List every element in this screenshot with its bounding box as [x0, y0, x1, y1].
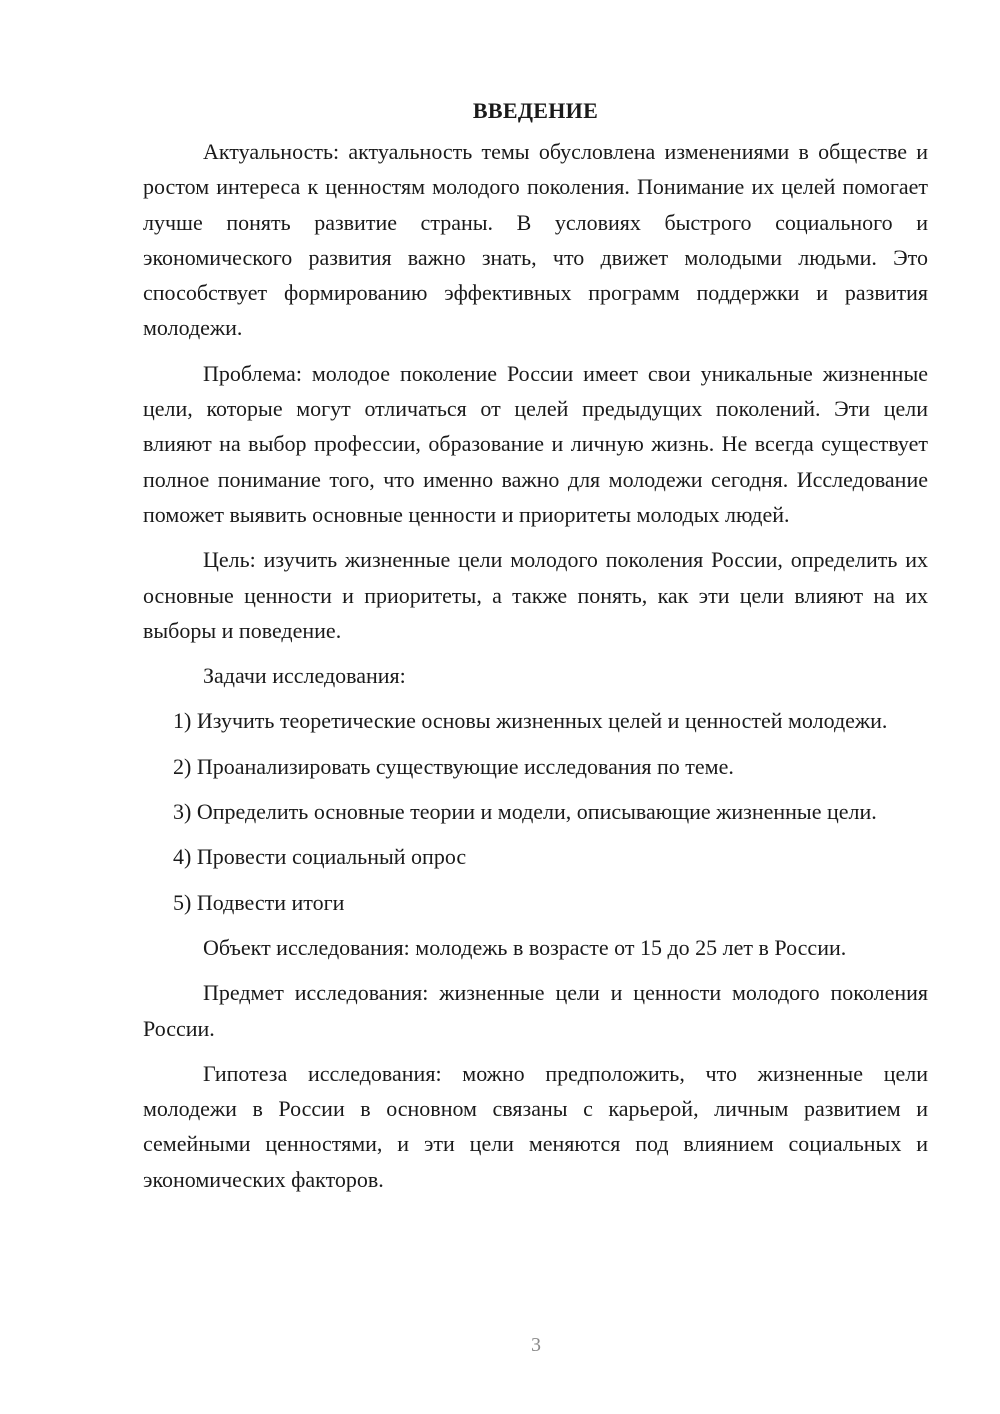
paragraph-problem: Проблема: молодое поколение России имеет свои уникальные жизненные цели, которые могут отличаться от целей предыдущих поколений. Эти цели влияют на выбор профессии, образование и личную жизнь. Не всегда существует полное понимание того, что именно важно для молодежи сегодня. Исследование поможет выявить основные ценности и приоритеты молодых людей. — [143, 360, 928, 527]
task-item-1: 1) Изучить теоретические основы жизненных целей и ценностей молодежи. — [173, 708, 888, 734]
tasks-heading: Задачи исследования: — [203, 663, 406, 689]
paragraph-hypothesis: Гипотеза исследования: можно предположить, что жизненные цели молодежи в России в основном связаны с карьерой, личным развитием и семейными ценностями, и эти цели меняются под влиянием социальных и экономических факторов. — [143, 1060, 928, 1192]
task-item-3: 3) Определить основные теории и модели, описывающие жизненные цели. — [173, 799, 877, 825]
paragraph-object: Объект исследования: молодежь в возрасте от 15 до 25 лет в России. — [203, 934, 847, 960]
task-item-2: 2) Проанализировать существующие исследования по теме. — [173, 753, 734, 779]
page-number: 3 — [531, 1334, 541, 1356]
paragraph-subject: Предмет исследования: жизненные цели и ценности молодого поколения России. — [143, 980, 928, 1041]
task-item-5: 5) Подвести итоги — [173, 889, 345, 915]
section-heading: ВВЕДЕНИЕ — [472, 98, 599, 123]
document-page — [143, 96, 928, 1197]
paragraph-relevance: Актуальность: актуальность темы обусловлена изменениями в обществе и ростом интереса к ценностям молодого поколения. Понимание их целей помогает лучше понять развитие страны. В условиях быстрого социального и экономического развития важно знать, что движет молодыми людьми. Это способствует формированию эффективных программ поддержки и развития молодежи. — [143, 139, 928, 341]
paragraph-goal: Цель: изучить жизненные цели молодого поколения России, определить их основные ценности и приоритеты, а также понять, как эти цели влияют на их выборы и поведение. — [143, 547, 928, 643]
task-item-4: 4) Провести социальный опрос — [173, 844, 467, 870]
